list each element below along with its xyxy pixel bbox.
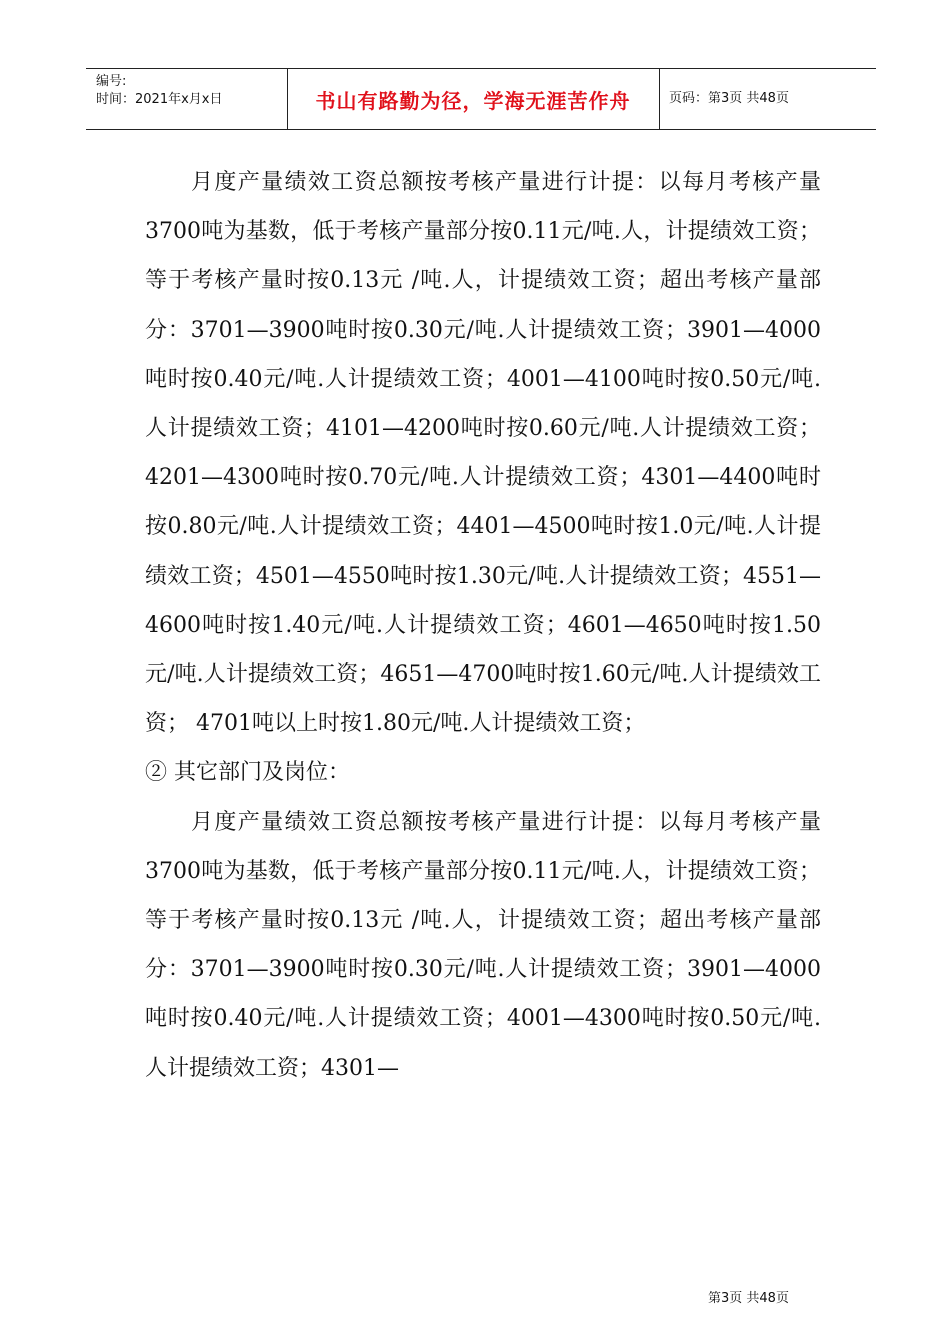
section-heading: ② 其它部门及岗位： [145, 760, 350, 786]
document-body [145, 158, 821, 1093]
header-page-cell [659, 69, 876, 129]
header-motto: 书山有路勤为径，学海无涯苦作舟 [315, 88, 631, 113]
header-motto-cell [287, 69, 660, 129]
body-paragraph: 月度产量绩效工资总额按考核产量进行计提：以每月考核产量3700吨为基数，低于考核产量部分按0.11元/吨.人，计提绩效工资；等于考核产量时按0.13元 /吨.人，计提绩效工资；超出考核产量部分：3701—3900吨时按0.30元/吨.人计提绩效工资；3901—4000吨时按0.40元/吨.人计提绩效工资；4001—4100吨时按0.50元/吨.人计提绩效工资；4101—4200吨时按0.60元/吨.人计提绩效工资；4201—4300吨时按0.70元/吨.人计提绩效工资；4301—4400吨时按0.80元/吨.人计提绩效工资；4401—4500吨时按1.0元/吨.人计提绩效工资；4501—4550吨时按1.30元/吨.人计提绩效工资；4551—4600吨时按1.40元/吨.人计提绩效工资；4601—4650吨时按1.50元/吨.人计提绩效工资；4651—4700吨时按1.60元/吨.人计提绩效工资； 4701吨以上时按1.80元/吨.人计提绩效工资； [145, 170, 821, 737]
header-page-number: 页码：第3页 共48页 [669, 91, 789, 106]
document-date-label: 时间：2021年x月x日 [96, 92, 223, 107]
page-header [86, 68, 876, 130]
header-meta-cell [86, 69, 288, 129]
document-number-label: 编号: [96, 74, 127, 89]
page-footer: 第3页 共48页 [708, 1291, 789, 1306]
body-paragraph: 月度产量绩效工资总额按考核产量进行计提：以每月考核产量3700吨为基数，低于考核产量部分按0.11元/吨.人，计提绩效工资；等于考核产量时按0.13元 /吨.人，计提绩效工资；超出考核产量部分：3701—3900吨时按0.30元/吨.人计提绩效工资；3901—4000吨时按0.40元/吨.人计提绩效工资；4001—4300吨时按0.50元/吨.人计提绩效工资；4301— [145, 809, 821, 1081]
